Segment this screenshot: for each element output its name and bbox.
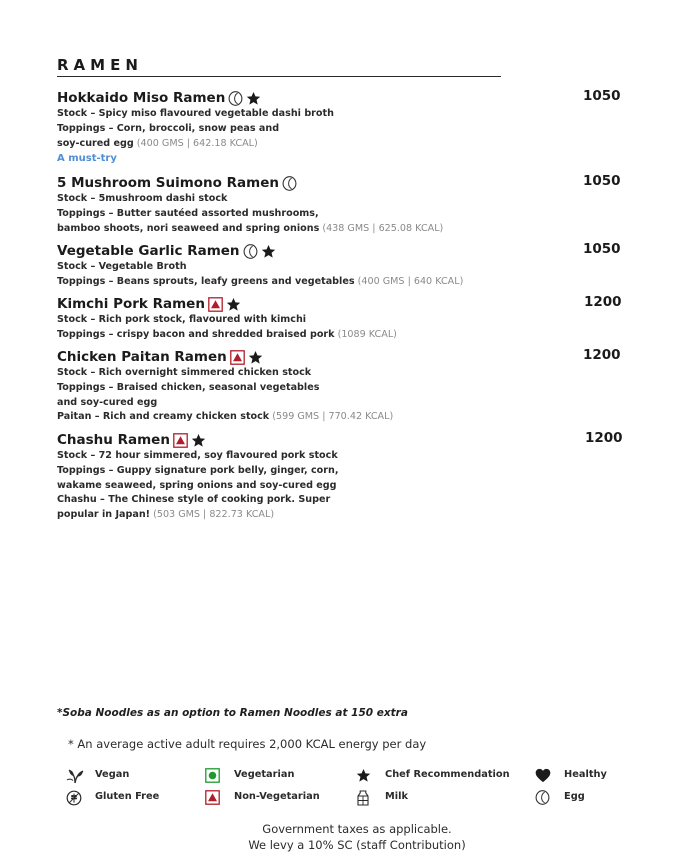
dish-name: Kimchi Pork Ramen — [57, 296, 205, 312]
dish-header — [57, 88, 637, 107]
dish-price: 1200 — [584, 294, 622, 310]
star-icon — [356, 768, 374, 784]
nutrition-info: (400 GMS | 642.18 KCAL) — [133, 137, 258, 149]
service-charge-note: We levy a 10% SC (staff Contribution) — [248, 838, 466, 852]
milk-icon — [356, 790, 374, 806]
dish-item — [57, 241, 637, 290]
dish-name: Hokkaido Miso Ramen — [57, 90, 226, 106]
dish-description-line — [57, 207, 637, 222]
legend-label: Vegetarian — [234, 769, 295, 780]
description-text: Stock – 5mushroom dashi stock — [57, 193, 228, 204]
heart-icon — [535, 768, 553, 784]
dish-description-line — [57, 328, 637, 343]
description-text: Stock – Vegetable Broth — [57, 261, 187, 272]
legend-label: Egg — [564, 791, 585, 802]
dish-description-line — [57, 222, 637, 237]
legend-label: Gluten Free — [95, 791, 160, 802]
description-text: Stock – Rich pork stock, flavoured with kimchi — [57, 314, 307, 325]
dish-description-line — [57, 479, 637, 494]
dish-description-line — [57, 275, 637, 290]
must-try-badge: A must-try — [57, 153, 117, 165]
dish-name: Chashu Ramen — [57, 432, 170, 448]
gluten-free-icon — [66, 790, 84, 806]
dish-description-line — [57, 410, 637, 425]
egg-icon — [228, 91, 243, 106]
description-text: Paitan – Rich and creamy chicken stock — [57, 411, 270, 423]
nutrition-info: (1089 KCAL) — [334, 328, 397, 340]
non-veg-icon — [208, 297, 223, 312]
description-text: Stock – Spicy miso flavoured vegetable dashi broth — [57, 108, 334, 119]
description-text: Toppings – Butter sautéed assorted mushrooms, — [57, 207, 319, 219]
non-veg-icon — [205, 790, 223, 806]
dish-name: Chicken Paitan Ramen — [57, 349, 227, 365]
dish-header — [57, 430, 637, 449]
dish-description-line — [57, 122, 637, 137]
dish-item — [57, 173, 637, 236]
dish-header — [57, 173, 637, 192]
dish-description-line — [57, 396, 637, 411]
dish-name: 5 Mushroom Suimono Ramen — [57, 175, 279, 191]
description-text: soy-cured egg — [57, 137, 134, 149]
nutrition-info: (599 GMS | 770.42 KCAL) — [269, 411, 394, 423]
dish-description-line — [57, 192, 637, 207]
dish-description-line — [57, 449, 637, 464]
dish-description-line — [57, 313, 637, 328]
dish-item — [57, 88, 637, 166]
tax-note: Government taxes as applicable. — [262, 822, 452, 836]
non-veg-icon — [230, 350, 245, 365]
dish-item — [57, 347, 637, 425]
dish-description-line — [57, 381, 637, 396]
description-text: and soy-cured egg — [57, 396, 158, 408]
description-text: bamboo shoots, nori seaweed and spring onions — [57, 222, 320, 234]
description-text: Toppings – Guppy signature pork belly, ginger, corn, — [57, 464, 339, 476]
dish-item — [57, 294, 637, 343]
egg-icon — [535, 790, 553, 806]
dish-description-line — [57, 366, 637, 381]
dish-price: 1050 — [583, 173, 621, 189]
description-text: wakame seaweed, spring onions and soy-cured egg — [57, 479, 337, 491]
dish-price: 1200 — [585, 430, 623, 446]
legend-label: Non-Vegetarian — [234, 791, 320, 802]
nutrition-info: (438 GMS | 625.08 KCAL) — [319, 222, 444, 234]
description-text: Stock – Rich overnight simmered chicken stock — [57, 367, 312, 378]
dish-header — [57, 347, 637, 366]
soba-note: *Soba Noodles as an option to Ramen Noodles at 150 extra — [57, 707, 408, 719]
legend-label: Milk — [385, 791, 408, 802]
description-text: Toppings – Beans sprouts, leafy greens and vegetables — [57, 275, 355, 287]
dish-name: Vegetable Garlic Ramen — [57, 243, 240, 259]
dish-description-line — [57, 464, 637, 479]
dish-price: 1200 — [583, 347, 621, 363]
dish-description-line — [57, 137, 637, 152]
dish-header — [57, 241, 637, 260]
description-text: Toppings – crispy bacon and shredded braised pork — [57, 328, 335, 340]
vegetarian-icon — [205, 768, 223, 784]
section-divider — [57, 76, 501, 77]
description-text: Chashu – The Chinese style of cooking pork. Super — [57, 494, 331, 506]
description-text: Toppings – Braised chicken, seasonal vegetables — [57, 381, 320, 393]
section-title: RAMEN — [57, 56, 143, 74]
legend-label: Healthy — [564, 769, 607, 780]
vegan-icon — [66, 768, 84, 784]
dish-description-line — [57, 508, 637, 523]
nutrition-info: (503 GMS | 822.73 KCAL) — [150, 509, 275, 521]
star-icon — [226, 297, 241, 312]
star-icon — [261, 244, 276, 259]
description-text: popular in Japan! — [57, 509, 151, 521]
dish-description-line — [57, 493, 637, 508]
description-text: Toppings – Corn, broccoli, snow peas and — [57, 122, 280, 134]
star-icon — [191, 433, 206, 448]
energy-note: * An average active adult requires 2,000 KCAL energy per day — [68, 737, 427, 751]
dish-header — [57, 294, 637, 313]
star-icon — [246, 91, 261, 106]
dish-price: 1050 — [583, 241, 621, 257]
legend-label: Vegan — [95, 769, 130, 780]
dish-price: 1050 — [583, 88, 621, 104]
star-icon — [248, 350, 263, 365]
dish-description-line — [57, 260, 637, 275]
dish-item — [57, 430, 637, 523]
description-text: Stock – 72 hour simmered, soy flavoured pork stock — [57, 450, 338, 461]
nutrition-info: (400 GMS | 640 KCAL) — [354, 275, 464, 287]
non-veg-icon — [173, 433, 188, 448]
egg-icon — [282, 176, 297, 191]
egg-icon — [243, 244, 258, 259]
legend-label: Chef Recommendation — [385, 769, 510, 780]
dish-description-line — [57, 107, 637, 122]
